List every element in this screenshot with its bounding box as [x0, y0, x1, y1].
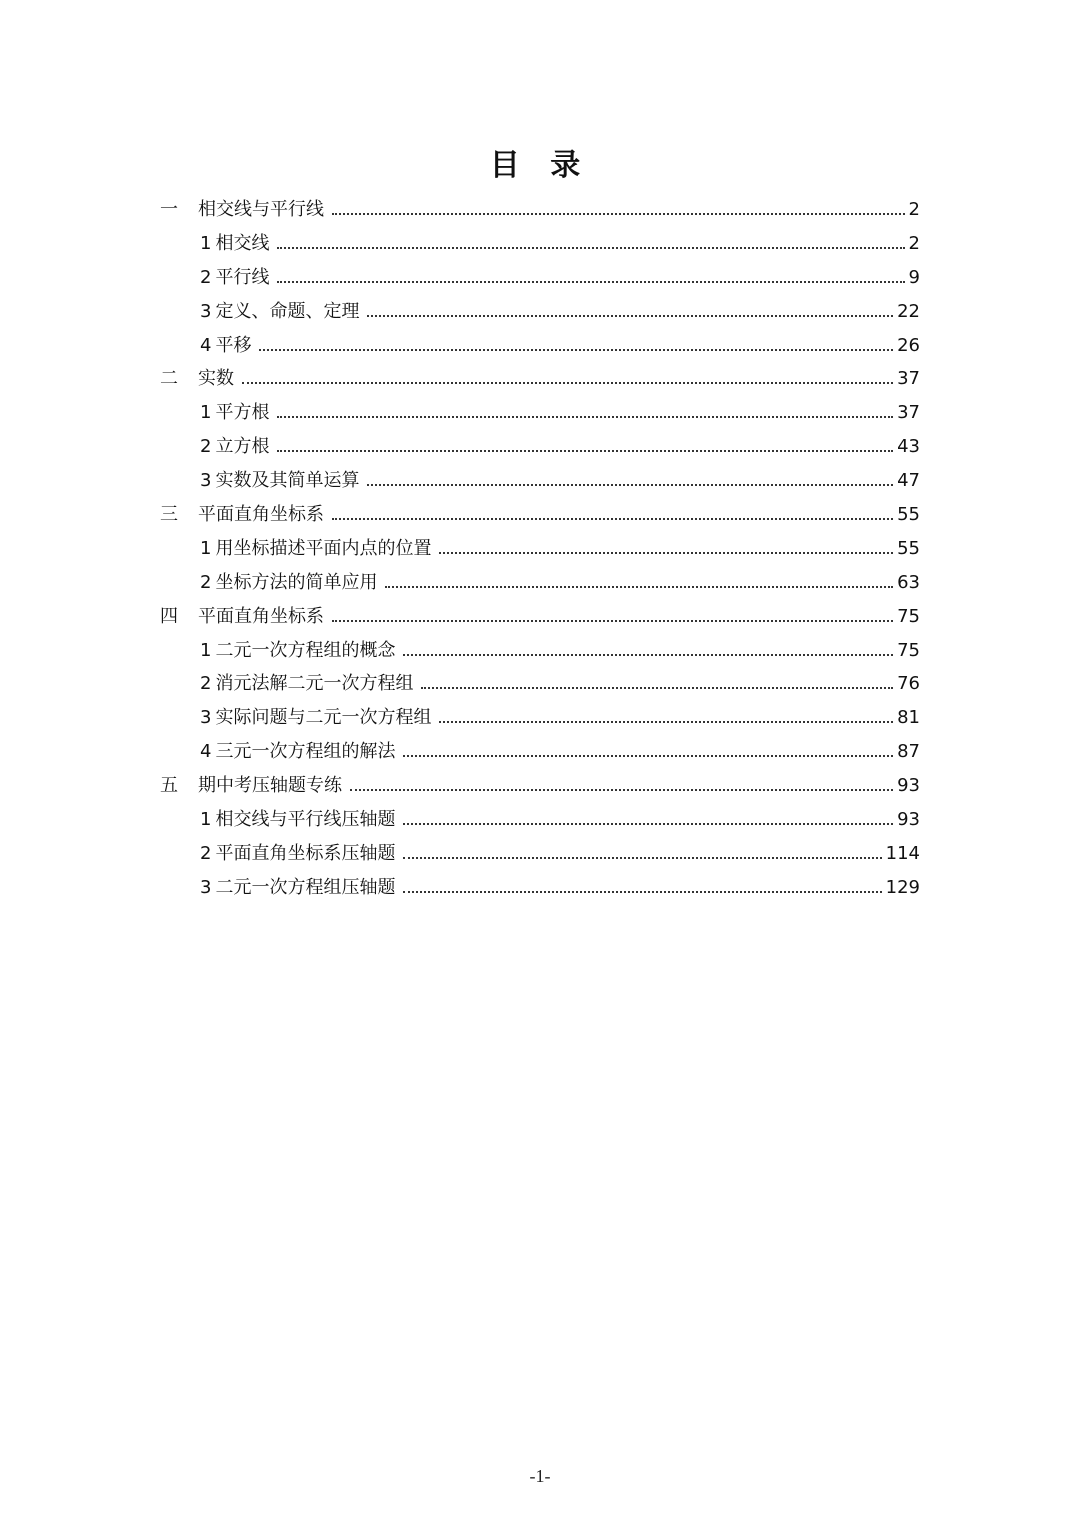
- toc-entry-number: 4: [200, 334, 212, 356]
- toc-entry-page: 129: [885, 876, 920, 898]
- toc-section-entry[interactable]: [160, 871, 920, 905]
- toc-entry-page: 22: [897, 300, 920, 322]
- toc-section-entry[interactable]: [160, 701, 920, 735]
- toc-entry-number: 三: [160, 503, 178, 525]
- toc-entry-label: 平面直角坐标系: [198, 503, 324, 525]
- dot-leader: [259, 349, 893, 351]
- toc-entry-label: 平移: [215, 334, 252, 356]
- dot-leader: [367, 484, 893, 486]
- toc-entry-number: 3: [200, 300, 212, 322]
- toc-entry-number: 四: [160, 605, 178, 627]
- toc-entry-label: 相交线与平行线压轴题: [215, 808, 396, 830]
- toc-entry-page: 2: [908, 198, 920, 220]
- toc-entry-page: 37: [897, 368, 920, 390]
- toc-entry-number: 1: [200, 808, 212, 830]
- toc-chapter-entry[interactable]: [160, 600, 920, 634]
- dot-leader: [367, 315, 893, 317]
- dot-leader: [403, 755, 893, 757]
- toc-entry-page: 37: [897, 402, 920, 424]
- toc-entry-label: 相交线与平行线: [198, 198, 324, 220]
- toc-entry-number: 3: [200, 876, 212, 898]
- toc-section-entry[interactable]: [160, 295, 920, 329]
- toc-entry-label: 相交线: [215, 232, 270, 254]
- toc-entry-label: 实数及其简单运算: [215, 470, 360, 492]
- toc-entry-label: 消元法解二元一次方程组: [215, 673, 414, 695]
- toc-entry-page: 63: [897, 571, 920, 593]
- toc-section-entry[interactable]: [160, 566, 920, 600]
- toc-entry-number: 1: [200, 639, 212, 661]
- toc-entry-number: 2: [200, 673, 212, 695]
- toc-entry-page: 55: [897, 537, 920, 559]
- toc-entry-label: 平方根: [215, 402, 270, 424]
- toc-section-entry[interactable]: [160, 803, 920, 837]
- toc-section-entry[interactable]: [160, 396, 920, 430]
- toc-entry-number: 2: [200, 436, 212, 458]
- toc-entry-page: 9: [908, 266, 920, 288]
- toc-entry-number: 1: [200, 537, 212, 559]
- toc-entry-page: 93: [897, 808, 920, 830]
- toc-entry-number: 2: [200, 266, 212, 288]
- toc-entry-number: 一: [160, 198, 178, 220]
- toc-entry-page: 55: [897, 503, 920, 525]
- toc-entry-label: 平面直角坐标系: [198, 605, 324, 627]
- toc-entry-page: 87: [897, 741, 920, 763]
- dot-leader: [403, 823, 893, 825]
- dot-leader: [332, 518, 893, 520]
- toc-entry-number: 2: [200, 842, 212, 864]
- toc-entry-number: 1: [200, 232, 212, 254]
- toc-section-entry[interactable]: [160, 837, 920, 871]
- toc-chapter-entry[interactable]: [160, 769, 920, 803]
- toc-chapter-entry[interactable]: [160, 193, 920, 227]
- toc-chapter-entry[interactable]: [160, 498, 920, 532]
- toc-entry-label: 定义、命题、定理: [215, 300, 360, 322]
- toc-entry-label: 实数: [198, 368, 234, 390]
- dot-leader: [421, 687, 893, 689]
- toc-entry-label: 实际问题与二元一次方程组: [215, 707, 432, 729]
- toc-entry-page: 81: [897, 707, 920, 729]
- toc-list: [160, 193, 920, 905]
- toc-section-entry[interactable]: [160, 227, 920, 261]
- toc-entry-page: 76: [897, 673, 920, 695]
- toc-section-entry[interactable]: [160, 329, 920, 363]
- toc-entry-label: 立方根: [215, 436, 270, 458]
- toc-entry-label: 期中考压轴题专练: [198, 775, 342, 797]
- toc-entry-page: 93: [897, 775, 920, 797]
- toc-entry-label: 平行线: [215, 266, 270, 288]
- toc-entry-number: 4: [200, 741, 212, 763]
- toc-entry-page: 47: [897, 470, 920, 492]
- dot-leader: [332, 213, 905, 215]
- toc-entry-page: 114: [885, 842, 920, 864]
- toc-entry-label: 二元一次方程组压轴题: [215, 876, 396, 898]
- toc-section-entry[interactable]: [160, 667, 920, 701]
- toc-entry-number: 3: [200, 470, 212, 492]
- toc-entry-number: 五: [160, 775, 178, 797]
- toc-entry-label: 用坐标描述平面内点的位置: [215, 537, 432, 559]
- toc-section-entry[interactable]: [160, 735, 920, 769]
- dot-leader: [350, 789, 893, 791]
- footer-page-number: -1-: [529, 1466, 551, 1486]
- toc-entry-page: 75: [897, 639, 920, 661]
- toc-entry-label: 坐标方法的简单应用: [215, 571, 378, 593]
- dot-leader: [439, 721, 893, 723]
- toc-chapter-entry[interactable]: [160, 362, 920, 396]
- dot-leader: [277, 416, 893, 418]
- toc-entry-number: 3: [200, 707, 212, 729]
- dot-leader: [277, 450, 893, 452]
- dot-leader: [385, 586, 893, 588]
- dot-leader: [242, 382, 893, 384]
- toc-entry-page: 43: [897, 436, 920, 458]
- dot-leader: [439, 552, 893, 554]
- toc-entry-page: 2: [908, 232, 920, 254]
- dot-leader: [277, 281, 904, 283]
- dot-leader: [332, 620, 893, 622]
- toc-section-entry[interactable]: [160, 464, 920, 498]
- dot-leader: [403, 891, 881, 893]
- dot-leader: [403, 857, 881, 859]
- toc-section-entry[interactable]: [160, 430, 920, 464]
- toc-title: 目 录: [489, 148, 591, 183]
- toc-entry-number: 2: [200, 571, 212, 593]
- dot-leader: [403, 654, 893, 656]
- toc-entry-label: 平面直角坐标系压轴题: [215, 842, 396, 864]
- toc-section-entry[interactable]: [160, 634, 920, 668]
- dot-leader: [277, 247, 904, 249]
- toc-entry-number: 1: [200, 402, 212, 424]
- toc-entry-label: 二元一次方程组的概念: [215, 639, 396, 661]
- toc-entry-page: 26: [897, 334, 920, 356]
- toc-entry-number: 二: [160, 368, 178, 390]
- toc-section-entry[interactable]: [160, 261, 920, 295]
- toc-entry-page: 75: [897, 605, 920, 627]
- toc-section-entry[interactable]: [160, 532, 920, 566]
- toc-entry-label: 三元一次方程组的解法: [215, 741, 396, 763]
